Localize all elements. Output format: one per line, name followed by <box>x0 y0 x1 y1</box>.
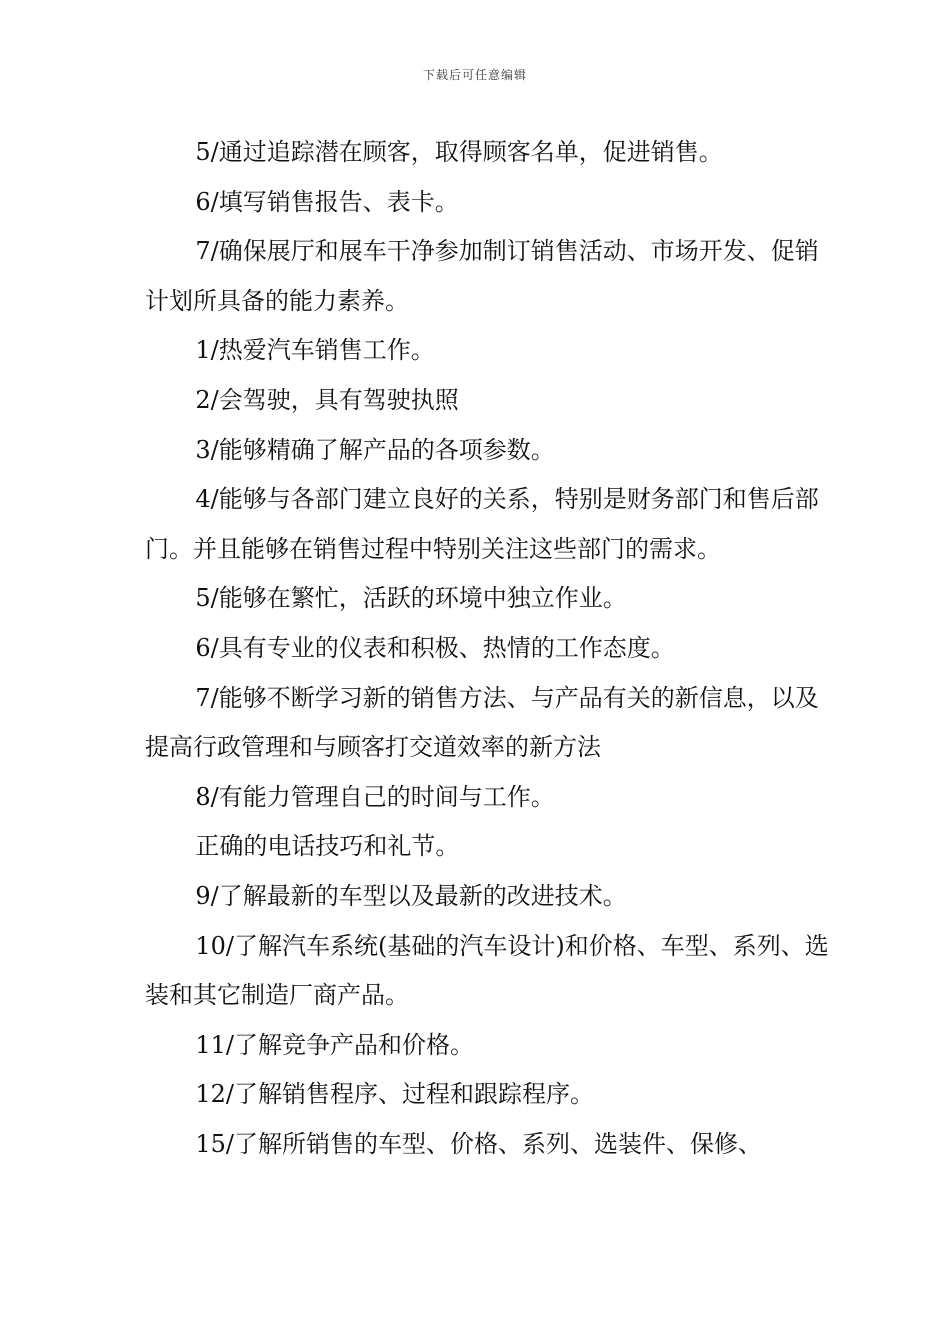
paragraph: 4/能够与各部门建立良好的关系，特别是财务部门和售后部门。并且能够在销售过程中特别关注这些部门的需求。 <box>145 485 819 563</box>
paragraph: 1/热爱汽车销售工作。 <box>195 336 435 365</box>
paragraph: 2/会驾驶，具有驾驶执照 <box>195 385 459 414</box>
paragraph: 10/了解汽车系统(基础的汽车设计)和价格、车型、系列、选装和其它制造厂商产品。 <box>145 931 829 1010</box>
paragraph: 5/通过追踪潜在顾客，取得顾客名单，促进销售。 <box>195 138 723 166</box>
paragraph: 正确的电话技巧和礼节。 <box>195 832 460 861</box>
paragraph: 8/有能力管理自己的时间与工作。 <box>195 782 555 811</box>
paragraph: 7/能够不断学习新的销售方法、与产品有关的新信息，以及提高行政管理和与顾客打交道效率的新方法 <box>145 683 819 762</box>
paragraph: 6/填写销售报告、表卡。 <box>195 187 459 216</box>
document-body <box>145 128 835 1169</box>
paragraph: 11/了解竞争产品和价格。 <box>195 1030 475 1059</box>
paragraph: 9/了解最新的车型以及最新的改进技术。 <box>195 881 627 910</box>
paragraph: 12/了解销售程序、过程和跟踪程序。 <box>195 1080 595 1109</box>
paragraph: 3/能够精确了解产品的各项参数。 <box>195 435 555 464</box>
paragraph: 7/确保展厅和展车干净参加制订销售活动、市场开发、促销计划所具备的能力素养。 <box>145 237 819 315</box>
paragraph: 6/具有专业的仪表和积极、热情的工作态度。 <box>195 633 675 662</box>
page-header: 下载后可任意编辑 <box>422 68 527 82</box>
paragraph: 15/了解所销售的车型、价格、系列、选装件、保修、 <box>195 1129 763 1158</box>
paragraph: 5/能够在繁忙，活跃的环境中独立作业。 <box>195 584 627 613</box>
